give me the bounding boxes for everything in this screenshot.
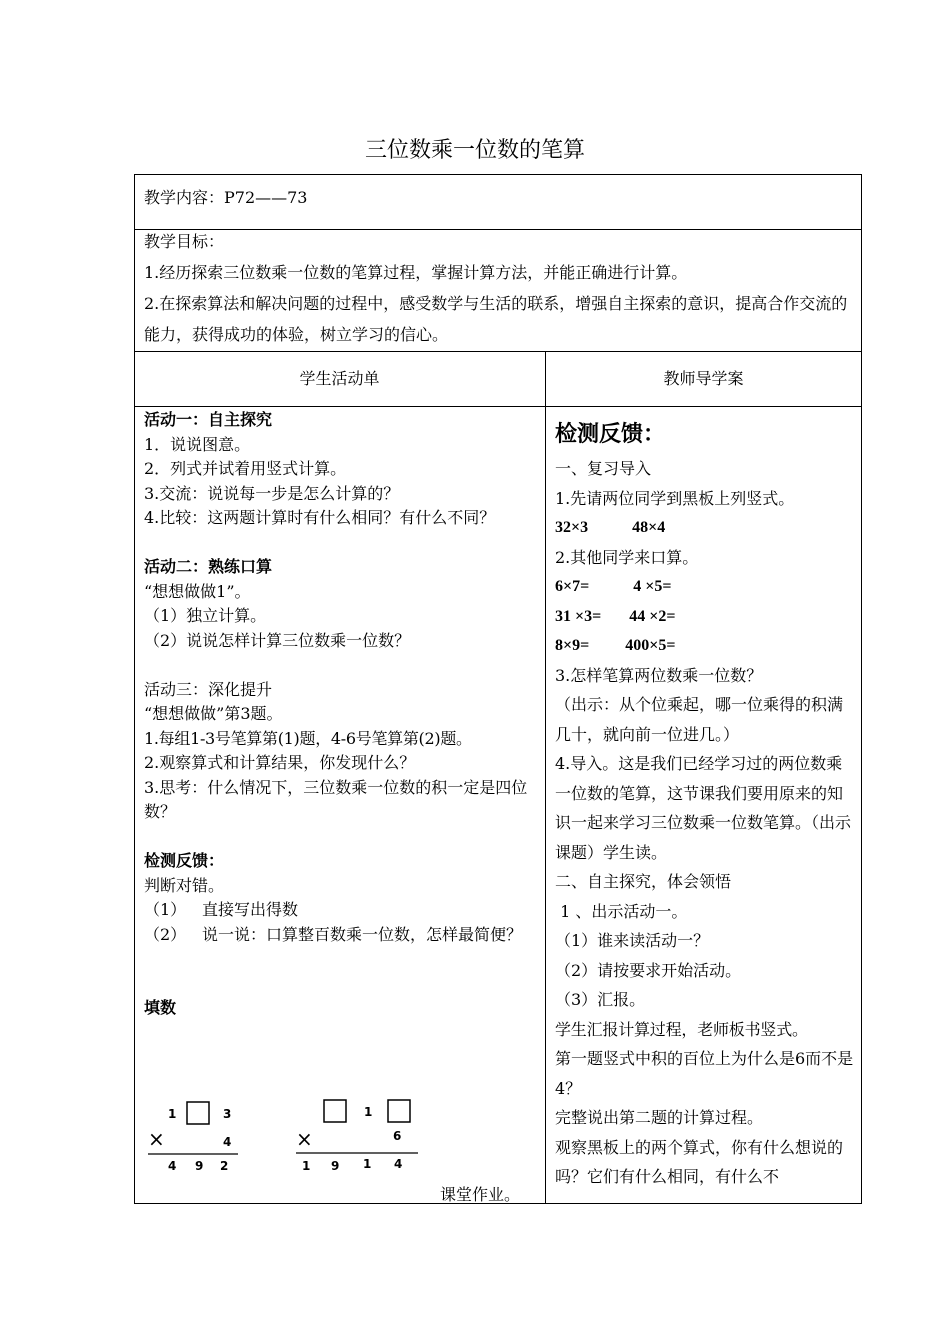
times-sign: × — [296, 1127, 313, 1151]
check-item: （1） 直接写出得数 — [144, 900, 299, 919]
activity-item: 1．说说图意。 — [144, 434, 251, 454]
teacher-guide-column — [555, 416, 857, 1192]
guide-line: （出示：从个位乘起，哪一位乘得的积满几十，就向前一位进几。） — [555, 695, 844, 744]
activity-item: （1）独立计算。 — [144, 606, 267, 625]
digit: 4 — [394, 1157, 403, 1171]
digit: 6 — [393, 1129, 402, 1143]
blank-box[interactable] — [388, 1100, 410, 1122]
guide-line: 第一题竖式中积的百位上为什么是6而不是4？ — [555, 1049, 854, 1098]
activity-item: 4.比较：这两题计算时有什么相同？有什么不同？ — [144, 508, 496, 527]
guide-line: （2）请按要求开始活动。 — [555, 960, 742, 980]
digit: 1 — [302, 1159, 311, 1173]
guide-line: 2.其他同学来口算。 — [555, 547, 699, 567]
digit: 9 — [195, 1159, 204, 1173]
column-header-teacher: 教师导学案 — [663, 369, 744, 388]
content-row: 教学内容：P72——73 — [144, 188, 308, 207]
fill-title: 填数 — [144, 998, 177, 1017]
activity-item: 2.观察算式和计算结果，你发现什么？ — [144, 753, 416, 772]
digit: 2 — [220, 1159, 229, 1173]
activity-2-title: 活动二：熟练口算 — [144, 557, 273, 576]
blank-box[interactable] — [324, 1100, 346, 1122]
guide-line: 学生汇报计算过程，老师板书竖式。 — [555, 1019, 808, 1039]
guide-line: 二、自主探究，体会领悟 — [555, 872, 732, 891]
page-title: 三位数乘一位数的笔算 — [364, 138, 585, 163]
digit: 4 — [223, 1135, 232, 1149]
fill-puzzle-2 — [294, 1096, 424, 1182]
guide-line: 观察黑板上的两个算式，你有什么想说的吗？它们有什么相同，有什么不 — [555, 1137, 844, 1186]
fill-puzzle-1 — [144, 1096, 254, 1182]
guide-line: 3.怎样笔算两位数乘一位数？ — [555, 665, 763, 685]
guide-line: 32×3 48×4 — [555, 519, 666, 536]
check-intro: 判断对错。 — [144, 875, 225, 895]
activity-item: 3.思考：什么情况下，三位数乘一位数的积一定是四位数？ — [144, 777, 528, 821]
activity-item: 3.交流：说说每一步是怎么计算的？ — [144, 483, 400, 503]
times-sign: × — [148, 1127, 165, 1151]
guide-line: （3）汇报。 — [555, 990, 646, 1009]
digit: 9 — [331, 1159, 340, 1173]
activity-item: （2）说说怎样计算三位数乘一位数？ — [144, 630, 411, 650]
guide-line: 4.导入。这是我们已经学习过的两位数乘一位数的笔算，这节课我们要用原来的知识一起来学习三位数乘一位数笔算。（出示课题）学生读。 — [555, 754, 852, 862]
homework-note: 课堂作业。 — [440, 1185, 521, 1204]
guide-line: 8×9= 400×5= — [555, 637, 676, 654]
goal-item: 2.在探索算法和解决问题的过程中，感受数学与生活的联系，增强自主探索的意识，提高合作交流的能力，获得成功的体验，树立学习的信心。 — [144, 294, 848, 344]
check-title: 检测反馈： — [144, 851, 225, 870]
digit: 3 — [223, 1107, 232, 1121]
blank-box[interactable] — [187, 1102, 209, 1124]
activity-item: “想想做做”第3题。 — [144, 704, 283, 723]
guide-line: 一、复习导入 — [555, 459, 652, 478]
activity-1-title: 活动一：自主探究 — [144, 410, 273, 429]
row-divider — [134, 351, 862, 352]
digit: 1 — [363, 1157, 372, 1171]
row-divider — [134, 406, 862, 407]
goal-item: 1.经历探索三位数乘一位数的笔算过程，掌握计算方法，并能正确进行计算。 — [144, 263, 688, 282]
guide-line: （1）谁来读活动一？ — [555, 931, 710, 950]
goals-heading: 教学目标： — [144, 232, 225, 251]
student-activity-column — [144, 408, 540, 1021]
guide-line: 6×7= 4 ×5= — [555, 578, 672, 595]
digit: 1 — [364, 1105, 373, 1119]
check-item: （2） 说一说：口算整百数乘一位数，怎样最简便？ — [144, 924, 523, 944]
activity-item: 1.每组1-3号笔算第(1)题，4-6号笔算第(2)题。 — [144, 728, 472, 748]
guide-line: 31 ×3= 44 ×2= — [555, 607, 676, 625]
digit: 4 — [168, 1159, 177, 1173]
goals-section — [144, 226, 856, 350]
teacher-heading: 检测反馈： — [555, 421, 666, 447]
activity-3-title: 活动三：深化提升 — [144, 679, 273, 699]
guide-line: 1 、出示活动一。 — [555, 901, 688, 921]
guide-line: 1.先请两位同学到黑板上列竖式。 — [555, 488, 795, 508]
activity-item: “想想做做1”。 — [144, 581, 251, 601]
column-divider — [545, 351, 546, 1204]
activity-item: 2．列式并试着用竖式计算。 — [144, 459, 347, 478]
digit: 1 — [168, 1107, 177, 1121]
guide-line: 完整说出第二题的计算过程。 — [555, 1108, 764, 1127]
column-header-student: 学生活动单 — [299, 369, 380, 388]
